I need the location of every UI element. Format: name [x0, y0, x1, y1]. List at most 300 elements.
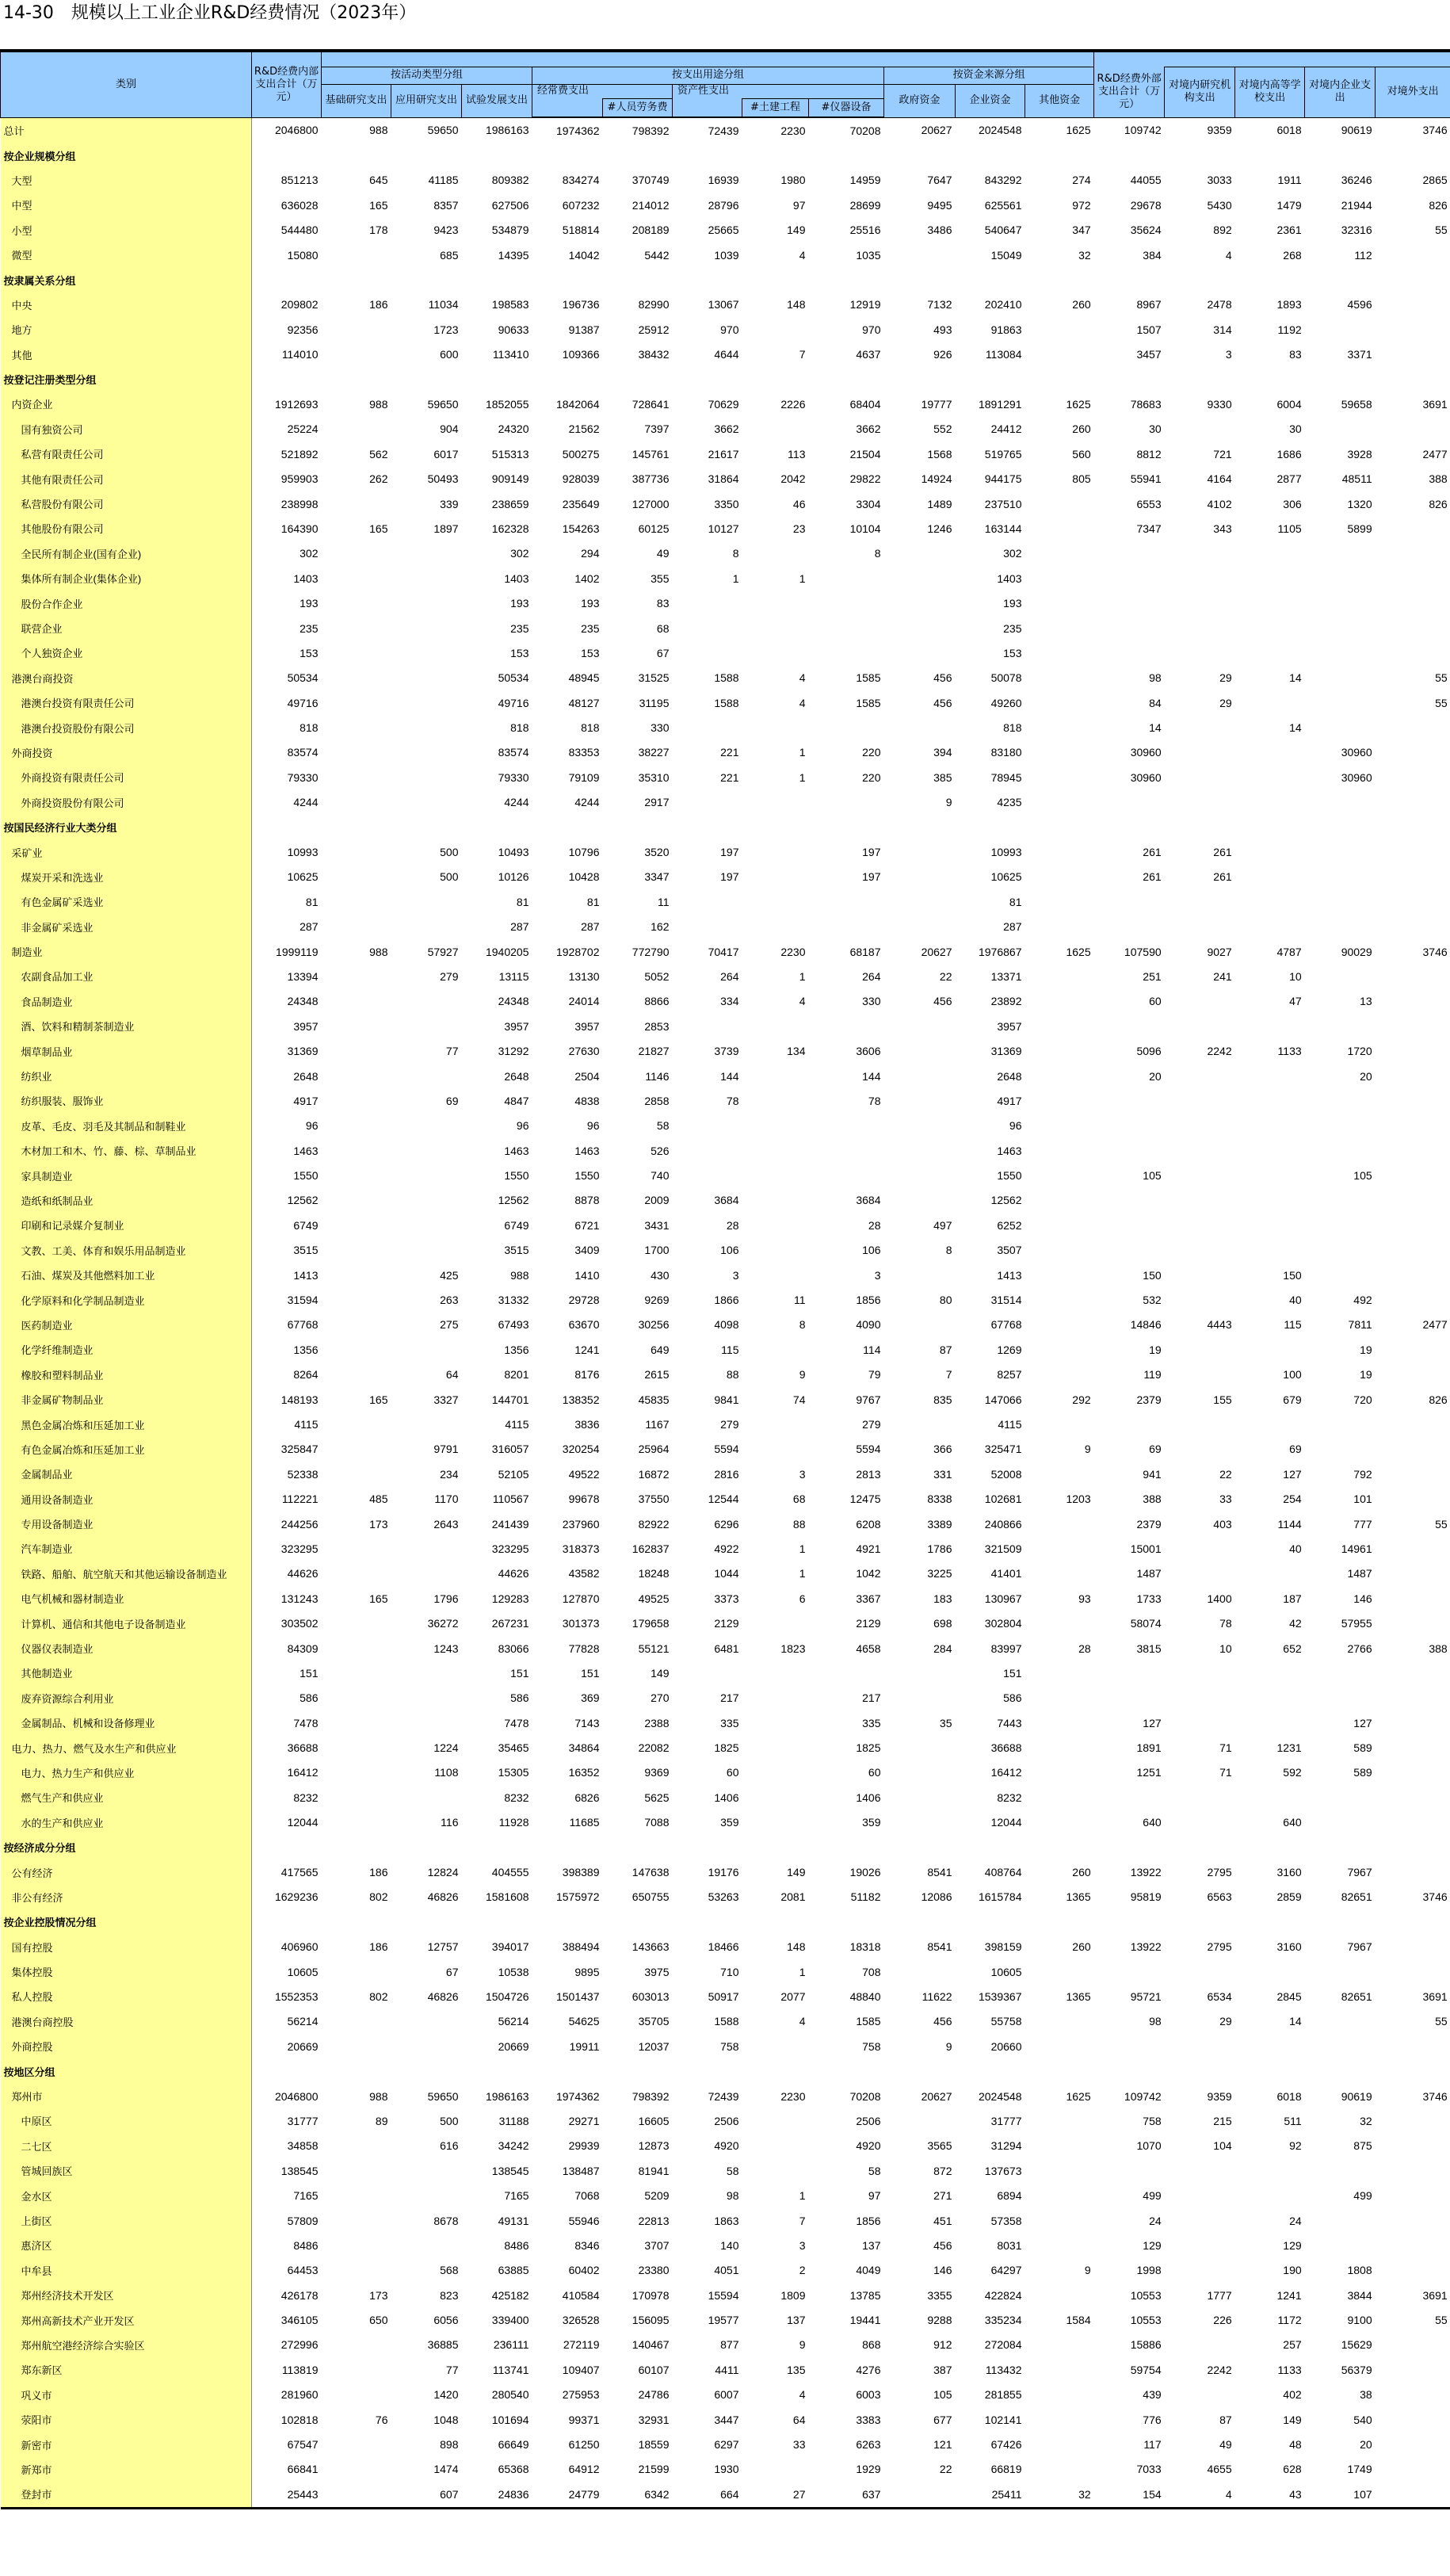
cell-value [1094, 1412, 1165, 1436]
cell-value: 36688 [990, 1741, 1022, 1755]
row-label: 总计 [1, 117, 252, 143]
cell-value: 5594 [856, 1443, 881, 1456]
header-ext-enterprise: 对境内企业支出 [1305, 67, 1376, 117]
cell-value [391, 2034, 462, 2058]
cell-value: 24320 [498, 422, 529, 436]
table-row [1, 1014, 1450, 1038]
cell-value: 1891 [1136, 1741, 1162, 1755]
row-label: 大型 [1, 168, 252, 193]
cell-value [742, 1710, 809, 1735]
cell-value: 281960 [280, 2388, 319, 2402]
cell-value [1165, 2258, 1235, 2283]
cell-value [322, 2009, 391, 2034]
cell-value [1235, 143, 1305, 167]
cell-value: 1928702 [555, 945, 600, 958]
cell-value: 149 [1283, 2413, 1302, 2426]
cell-value: 97 [792, 198, 806, 212]
cell-value: 148193 [280, 1393, 319, 1406]
cell-value: 3957 [574, 1019, 600, 1033]
cell-value: 137673 [984, 2164, 1022, 2177]
cell-value: 20627 [921, 945, 952, 958]
row-label: 农副食品加工业 [1, 964, 252, 988]
table-row [1, 1636, 1450, 1661]
row-label: 港澳台商控股 [1, 2009, 252, 2034]
cell-value: 35624 [1130, 224, 1162, 237]
cell-value: 99678 [568, 1492, 600, 1506]
cell-value: 55941 [1130, 472, 1162, 486]
row-label: 纺织业 [1, 1064, 252, 1088]
row-label: 有色金属矿采选业 [1, 889, 252, 914]
cell-value: 154263 [562, 522, 600, 535]
cell-value: 260 [1072, 422, 1091, 436]
cell-value: 48 [1289, 2438, 1302, 2452]
row-label: 小型 [1, 218, 252, 243]
cell-value: 268 [1283, 248, 1302, 262]
cell-value [673, 1014, 742, 1038]
cell-value: 875 [1353, 2139, 1372, 2153]
cell-value [1025, 267, 1094, 292]
cell-value [322, 1959, 391, 1984]
section-header-row [1, 143, 1450, 167]
cell-value: 66841 [287, 2463, 319, 2476]
cell-value: 208189 [632, 224, 670, 237]
table-row [1, 740, 1450, 765]
cell-value [1305, 1686, 1376, 1710]
cell-value: 1356 [504, 1343, 529, 1356]
cell-value [884, 590, 956, 615]
cell-value: 30960 [1341, 746, 1372, 759]
cell-value: 165 [369, 1393, 388, 1406]
cell-value [884, 915, 956, 939]
cell-value: 22 [939, 969, 952, 983]
table-row [1, 2084, 1450, 2108]
cell-value: 4787 [1276, 945, 1302, 958]
table-row [1, 715, 1450, 740]
cell-value [1305, 2158, 1376, 2183]
cell-value [742, 1213, 809, 1237]
cell-value: 9767 [856, 1393, 881, 1406]
cell-value [1376, 516, 1450, 541]
cell-value: 426178 [280, 2288, 319, 2302]
cell-value: 24348 [287, 995, 319, 1008]
cell-value: 57927 [427, 945, 459, 958]
cell-value: 19911 [569, 2039, 600, 2053]
cell-value: 6056 [433, 2314, 459, 2327]
cell-value: 4 [799, 995, 806, 1008]
cell-value: 640 [1283, 1816, 1302, 1829]
cell-value [1235, 839, 1305, 864]
cell-value: 113432 [985, 2363, 1022, 2376]
cell-value: 3371 [1347, 348, 1372, 361]
cell-value [322, 2058, 391, 2083]
cell-value [673, 889, 742, 914]
cell-value: 8541 [927, 1940, 952, 1954]
cell-value: 1479 [1276, 198, 1302, 212]
cell-value: 2361 [1276, 224, 1302, 237]
row-label: 郑州市 [1, 2084, 252, 2108]
row-label: 电力、热力生产和供应业 [1, 1760, 252, 1785]
cell-value: 21599 [638, 2463, 670, 2476]
cell-value [322, 765, 391, 789]
cell-value [1305, 964, 1376, 988]
row-label: 外商投资股份有限公司 [1, 790, 252, 815]
cell-value: 406960 [280, 1940, 319, 1954]
cell-value: 988 [369, 124, 388, 137]
cell-value: 10 [1289, 969, 1302, 983]
cell-value: 79330 [287, 770, 319, 784]
cell-value [322, 491, 391, 516]
cell-value [1094, 616, 1165, 640]
cell-value [1376, 1412, 1450, 1436]
cell-value [1376, 1486, 1450, 1511]
cell-value [603, 267, 673, 292]
cell-value: 81 [305, 895, 319, 908]
cell-value: 3746 [1422, 1890, 1448, 1904]
cell-value: 19577 [708, 2314, 739, 2327]
cell-value [322, 1735, 391, 1760]
cell-value [1305, 1437, 1376, 1462]
cell-value: 627506 [491, 198, 529, 212]
cell-value: 1042 [856, 1567, 881, 1580]
cell-value: 41401 [990, 1567, 1022, 1580]
cell-value: 355 [651, 571, 670, 585]
cell-value: 241439 [491, 1517, 529, 1531]
cell-value: 9791 [433, 1443, 459, 1456]
cell-value: 1044 [714, 1567, 739, 1580]
cell-value [1376, 2432, 1450, 2456]
table-row [1, 441, 1450, 466]
cell-value [1376, 1959, 1450, 1984]
cell-value: 155 [1213, 1393, 1232, 1406]
cell-value: 343 [1213, 522, 1232, 535]
cell-value [1165, 143, 1235, 167]
cell-value: 40 [1289, 1294, 1302, 1307]
cell-value: 4658 [856, 1642, 881, 1655]
cell-value [1376, 1138, 1450, 1163]
cell-value [1305, 1263, 1376, 1287]
cell-value: 798392 [632, 2089, 670, 2103]
cell-value [1025, 491, 1094, 516]
cell-value [1376, 1163, 1450, 1187]
cell-value: 10625 [990, 870, 1022, 884]
row-label: 黑色金属冶炼和压延加工业 [1, 1412, 252, 1436]
table-row [1, 1536, 1450, 1561]
cell-value: 1539367 [978, 1989, 1022, 2003]
cell-value: 492 [1353, 1294, 1372, 1307]
cell-value [884, 815, 956, 839]
cell-value [322, 1909, 391, 1934]
cell-value [603, 1835, 673, 1859]
cell-value [391, 1188, 462, 1213]
cell-value: 835 [933, 1393, 952, 1406]
cell-value: 1585 [856, 671, 881, 685]
cell-value [1305, 616, 1376, 640]
cell-value: 42 [1289, 1617, 1302, 1630]
cell-value [809, 790, 884, 815]
cell-value: 1629236 [274, 1890, 319, 1904]
cell-value [391, 367, 462, 392]
cell-value: 7143 [574, 1716, 600, 1729]
cell-value: 12475 [849, 1492, 881, 1506]
table-row [1, 2134, 1450, 2158]
row-label: 管城回族区 [1, 2158, 252, 2183]
cell-value: 264 [720, 969, 739, 983]
cell-value: 30256 [638, 1318, 670, 1332]
cell-value: 272084 [984, 2338, 1022, 2352]
cell-value: 90619 [1341, 2089, 1372, 2103]
cell-value [673, 367, 742, 392]
cell-value: 323295 [280, 1542, 319, 1555]
cell-value: 4 [799, 671, 806, 685]
cell-value: 402 [1283, 2388, 1302, 2402]
cell-value: 394 [933, 746, 952, 759]
cell-value: 8 [732, 547, 739, 560]
cell-value: 101 [1353, 1492, 1372, 1506]
cell-value: 4051 [714, 2264, 739, 2277]
table-row [1, 1710, 1450, 1735]
row-label: 私人控股 [1, 1984, 252, 2008]
cell-value [322, 1561, 391, 1586]
cell-value: 1720 [1347, 1045, 1372, 1058]
cell-value [1094, 790, 1165, 815]
cell-value: 55121 [638, 1642, 670, 1655]
cell-value [1165, 1213, 1235, 1237]
cell-value: 4 [799, 696, 806, 709]
cell-value: 410584 [562, 2288, 600, 2302]
cell-value [1235, 1188, 1305, 1213]
cell-value: 151 [510, 1666, 529, 1680]
row-label: 私营有限责任公司 [1, 441, 252, 466]
cell-value [884, 243, 956, 267]
cell-value: 150 [1283, 1268, 1302, 1282]
cell-value [673, 790, 742, 815]
cell-value [391, 1561, 462, 1586]
cell-value: 105 [1143, 1169, 1162, 1183]
cell-value: 1585 [856, 2015, 881, 2028]
cell-value: 1 [732, 571, 739, 585]
table-row [1, 2158, 1450, 2183]
cell-value: 721 [1213, 447, 1232, 461]
cell-value: 3 [874, 1268, 881, 1282]
table-row [1, 1313, 1450, 1337]
cell-value: 4244 [504, 796, 529, 809]
cell-value: 29728 [568, 1294, 600, 1307]
cell-value [1094, 2034, 1165, 2058]
table-row [1, 1337, 1450, 1362]
cell-value: 143663 [632, 1940, 670, 1954]
cell-value [1025, 1661, 1094, 1685]
cell-value: 4922 [714, 1542, 739, 1555]
row-label: 郑州高新技术产业开发区 [1, 2307, 252, 2332]
cell-value: 515313 [491, 447, 529, 461]
cell-value: 54625 [568, 2015, 600, 2028]
cell-value [1165, 2183, 1235, 2207]
cell-value: 32 [1025, 2482, 1094, 2508]
cell-value: 71 [1219, 1741, 1232, 1755]
cell-value: 4235 [997, 796, 1022, 809]
cell-value: 877 [720, 2338, 739, 2352]
cell-value: 31777 [287, 2114, 319, 2127]
cell-value: 1588 [714, 696, 739, 709]
cell-value: 49260 [990, 696, 1022, 709]
cell-value [322, 2333, 391, 2357]
cell-value [391, 740, 462, 765]
cell-value: 4049 [856, 2264, 881, 2277]
cell-value [1025, 616, 1094, 640]
cell-value [742, 1088, 809, 1113]
cell-value [1025, 765, 1094, 789]
cell-value: 14 [1289, 721, 1302, 735]
section-header-row [1, 267, 1450, 292]
cell-value: 106 [720, 1244, 739, 1257]
cell-value [1165, 566, 1235, 590]
cell-value: 425182 [491, 2288, 529, 2302]
cell-value: 532 [1143, 1294, 1162, 1307]
cell-value: 1825 [714, 1741, 739, 1755]
cell-value: 52105 [498, 1467, 529, 1481]
row-label: 化学纤维制造业 [1, 1337, 252, 1362]
cell-value [391, 590, 462, 615]
row-label: 皮革、毛皮、羽毛及其制品和制鞋业 [1, 1114, 252, 1138]
cell-value: 81 [1009, 895, 1022, 908]
cell-value: 1192 [1277, 323, 1302, 336]
cell-value: 55 [1435, 224, 1448, 237]
table-row [1, 964, 1450, 988]
cell-value: 1035 [856, 248, 881, 262]
cell-value [322, 1835, 391, 1859]
cell-value: 263 [440, 1294, 459, 1307]
cell-value [1025, 541, 1094, 566]
cell-value [673, 1114, 742, 1138]
cell-value [1165, 267, 1235, 292]
cell-value: 4596 [1347, 298, 1372, 311]
cell-value: 95721 [1130, 1989, 1162, 2003]
cell-value: 1891291 [978, 397, 1022, 411]
cell-value [1376, 989, 1450, 1014]
cell-value: 9359 [1207, 124, 1232, 137]
cell-value [322, 2208, 391, 2233]
cell-value [1094, 1014, 1165, 1038]
cell-value: 1400 [1207, 1592, 1232, 1605]
cell-value: 3383 [856, 2413, 881, 2426]
cell-value [1235, 1710, 1305, 1735]
cell-value: 9100 [1347, 2314, 1372, 2327]
cell-value: 8486 [293, 2238, 319, 2252]
cell-value: 3928 [1347, 447, 1372, 461]
cell-value: 1144 [1277, 1517, 1302, 1531]
cell-value: 586 [510, 1691, 529, 1705]
cell-value: 1568 [927, 447, 952, 461]
header-ext-abroad: 对境外支出 [1376, 67, 1450, 117]
cell-value: 23 [792, 522, 806, 535]
cell-value: 3 [799, 1467, 806, 1481]
cell-value: 8 [874, 547, 881, 560]
cell-value: 6003 [856, 2388, 881, 2402]
cell-value [884, 1138, 956, 1163]
cell-value [1376, 2407, 1450, 2432]
cell-value [1376, 417, 1450, 441]
cell-value: 8232 [293, 1791, 319, 1804]
cell-value [1025, 1064, 1094, 1088]
cell-value: 8878 [574, 1194, 600, 1207]
cell-value [1235, 1163, 1305, 1187]
cell-value: 138487 [562, 2164, 600, 2177]
cell-value: 88 [792, 1517, 806, 1531]
cell-value: 236111 [493, 2338, 529, 2352]
cell-value: 67493 [498, 1318, 529, 1332]
cell-value: 868 [862, 2338, 881, 2352]
section-header-row [1, 815, 1450, 839]
cell-value [742, 616, 809, 640]
cell-value [322, 715, 391, 740]
cell-value [1025, 1038, 1094, 1063]
header-equipment: #仪器设备 [809, 98, 884, 117]
cell-value: 53263 [708, 1890, 739, 1904]
cell-value: 64453 [287, 2264, 319, 2277]
cell-value: 5899 [1347, 522, 1372, 535]
cell-value: 1403 [504, 571, 529, 585]
cell-value: 388 [1143, 1492, 1162, 1506]
table-row [1, 342, 1450, 367]
cell-value [884, 889, 956, 914]
cell-value: 12757 [427, 1940, 459, 1954]
cell-value: 2506 [714, 2114, 739, 2127]
cell-value: 2865 [1422, 174, 1448, 187]
cell-value [1094, 541, 1165, 566]
cell-value: 4102 [1207, 497, 1232, 510]
cell-value: 3691 [1422, 2288, 1448, 2302]
cell-value: 127870 [562, 1592, 600, 1605]
cell-value: 140467 [632, 2338, 670, 2352]
row-label: 上街区 [1, 2208, 252, 2233]
cell-value [742, 640, 809, 665]
cell-value: 31864 [708, 472, 739, 486]
row-label: 橡胶和塑料制品业 [1, 1363, 252, 1387]
cell-value: 1507 [1136, 323, 1162, 336]
cell-value: 35465 [498, 1741, 529, 1755]
cell-value: 13 [1360, 995, 1372, 1008]
cell-value [1235, 1561, 1305, 1586]
cell-value: 8967 [1136, 298, 1162, 311]
cell-value: 685 [440, 248, 459, 262]
cell-value [1235, 1686, 1305, 1710]
cell-value: 25964 [638, 1443, 670, 1456]
cell-value [462, 267, 532, 292]
cell-value [322, 1462, 391, 1486]
cell-value: 251 [1143, 969, 1162, 983]
cell-value: 18318 [849, 1940, 881, 1954]
cell-value: 7967 [1347, 1866, 1372, 1879]
cell-value [532, 143, 603, 167]
cell-value [884, 1038, 956, 1063]
cell-value [673, 915, 742, 939]
cell-value [532, 2058, 603, 2083]
cell-value: 60 [1149, 995, 1162, 1008]
cell-value: 12562 [287, 1194, 319, 1207]
cell-value: 78945 [990, 770, 1022, 784]
cell-value: 7 [799, 348, 806, 361]
cell-value: 941 [1143, 1467, 1162, 1481]
cell-value: 2129 [856, 1617, 881, 1630]
row-label: 惠济区 [1, 2233, 252, 2257]
cell-value [809, 367, 884, 392]
cell-value: 25912 [638, 323, 670, 336]
cell-value [391, 989, 462, 1014]
cell-value: 14395 [498, 248, 529, 262]
cell-value: 41185 [428, 174, 459, 187]
cell-value: 1588 [714, 671, 739, 685]
cell-value: 7 [799, 2214, 806, 2227]
